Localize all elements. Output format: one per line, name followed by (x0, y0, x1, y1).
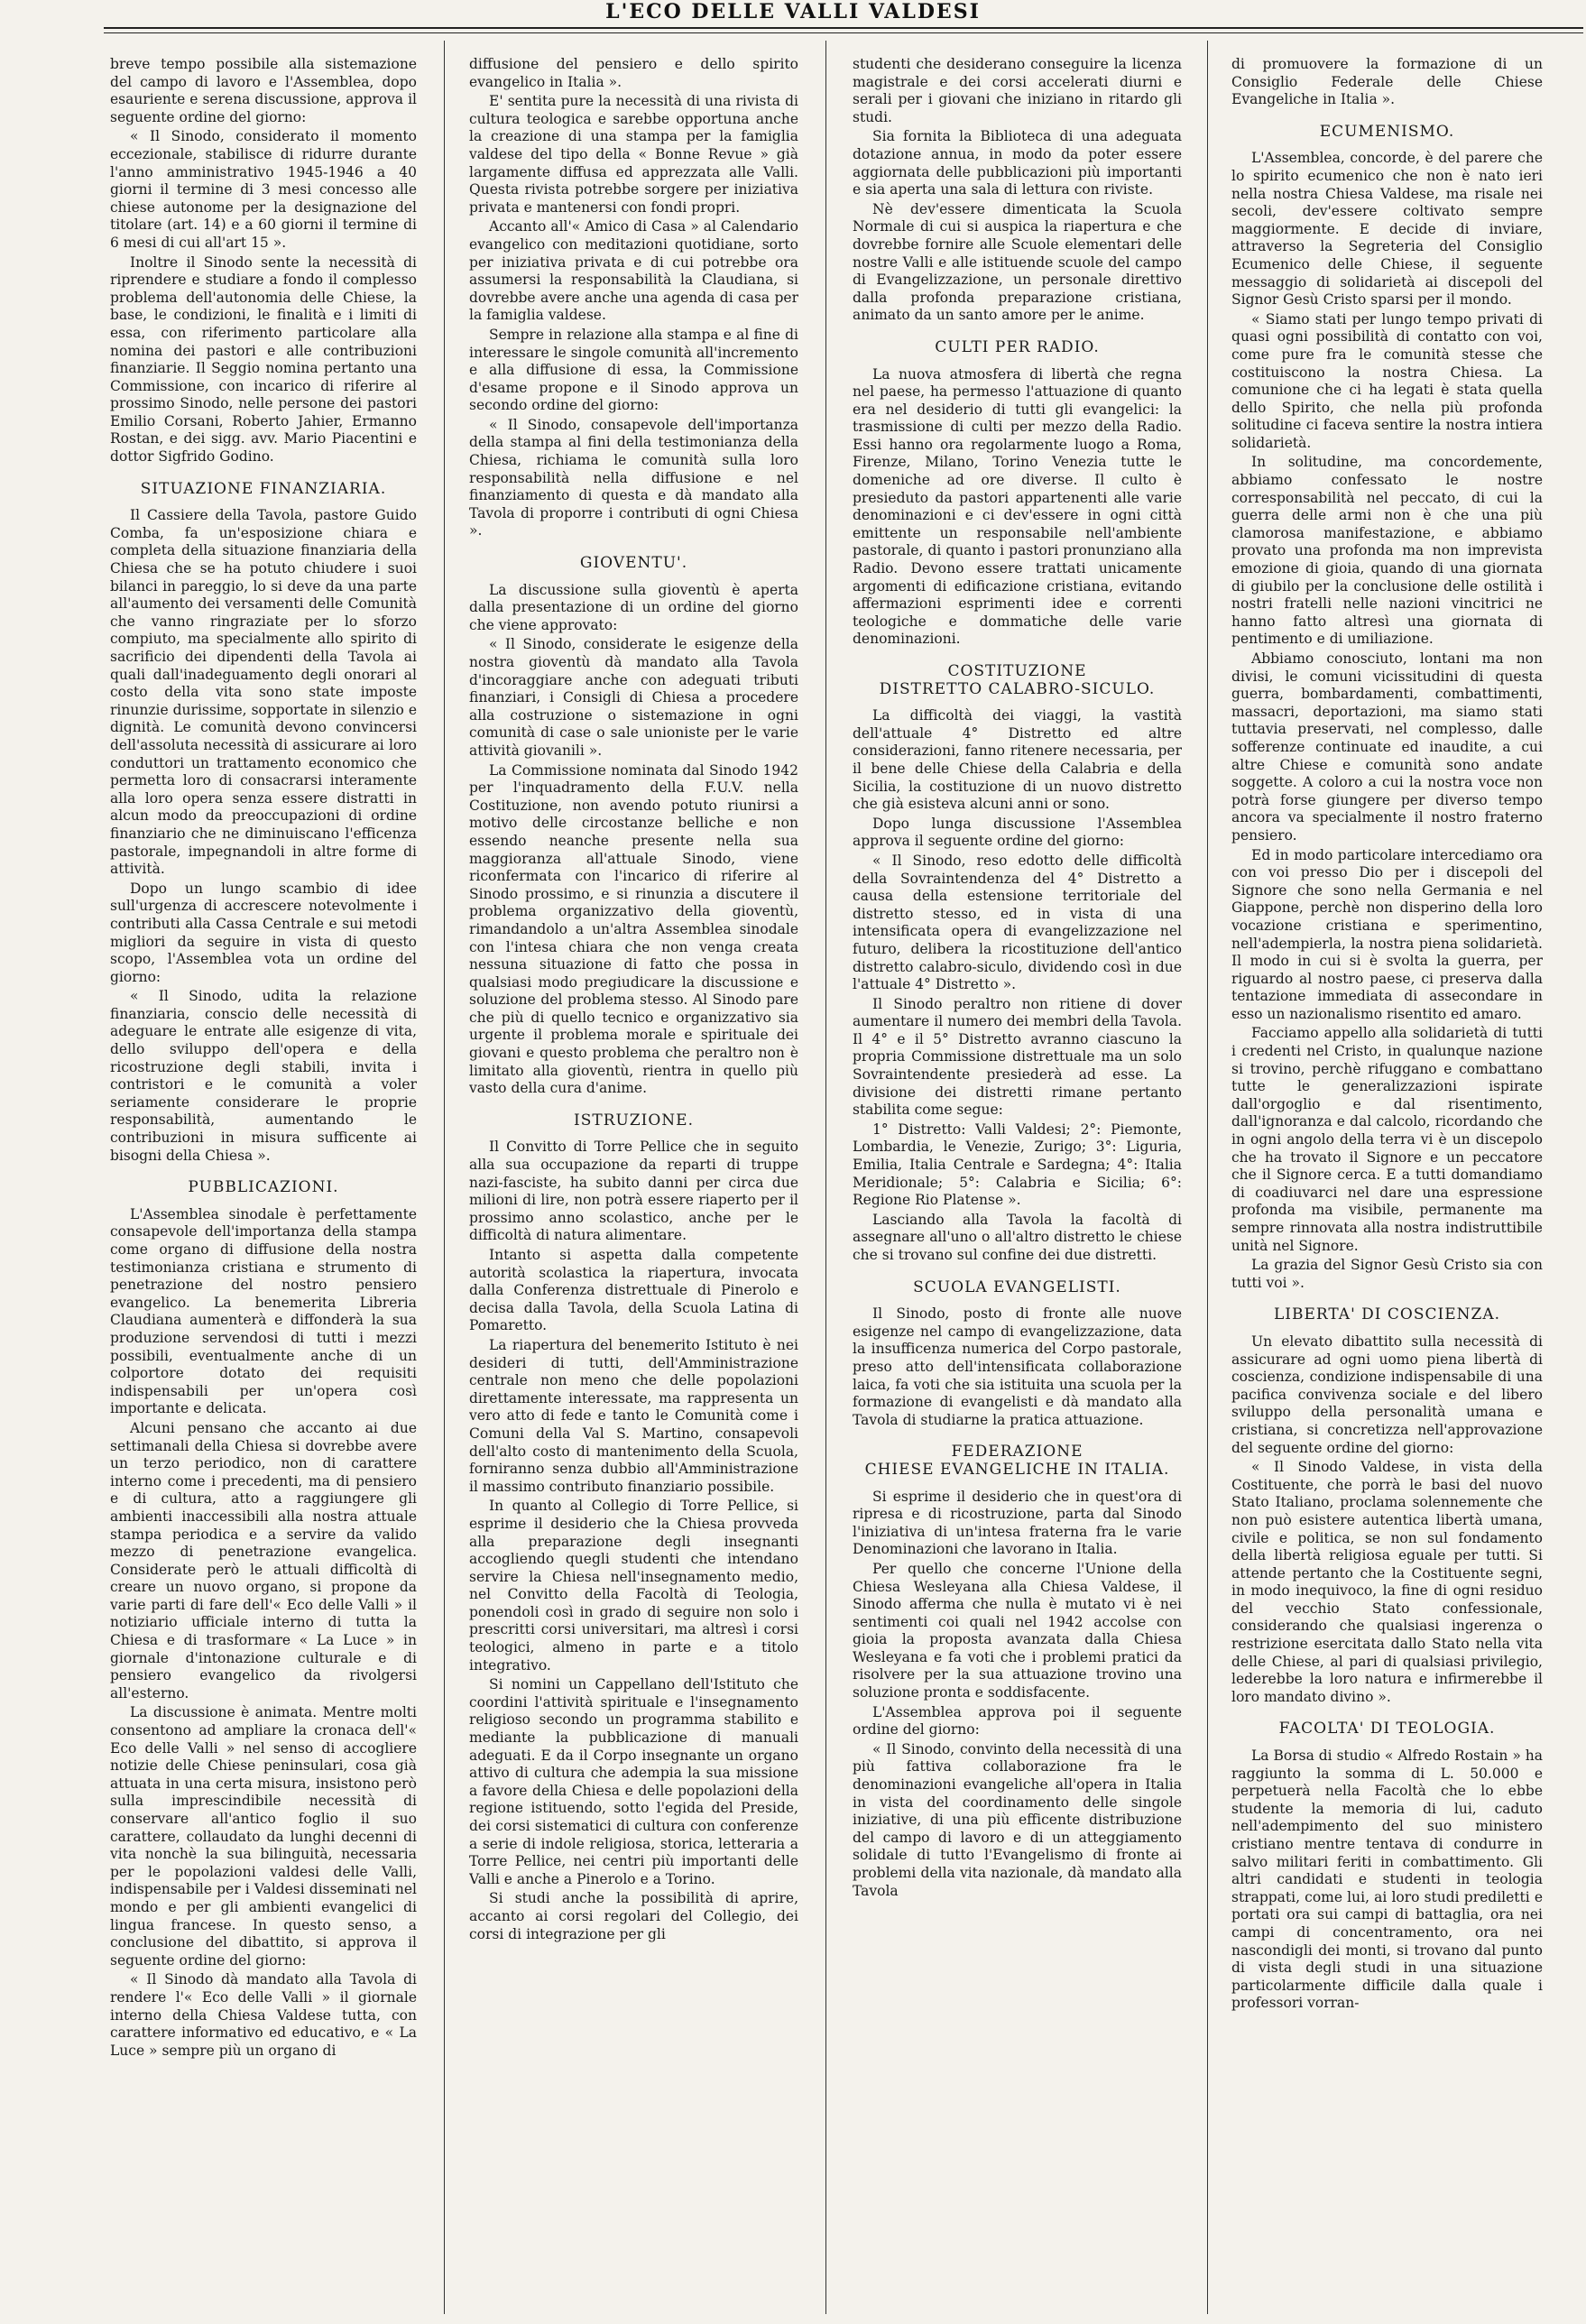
section-heading-culti-per-radio: CULTI PER RADIO. (935, 337, 1100, 356)
paragraph: Un elevato dibattito sulla necessità di assicurare ad ogni uomo piena libertà di coscienza, condizione indispensabile di una pacifica convivenza sociale e del libero sviluppo della personalità umana e cristiana, si concretizza nell'approvazione del seguente ordine del giorno: (1231, 1333, 1543, 1456)
section-heading-costituzione: COSTITUZIONE (947, 662, 1087, 680)
paragraph: Nè dev'essere dimenticata la Scuola Normale di cui si auspica la riapertura e che dovrebbe fornire alle Scuole elementari delle nostre Valli e alle istituende scuole del campo di Evangelizzazione, un personale direttivo dalla profonda preparazione cristiana, animato da un santo amore per le anime. (853, 200, 1182, 324)
paragraph: L'Assemblea sinodale è perfettamente consapevole dell'importanza della stampa come organo di diffusione della nostra testimonianza cristiana e strumento di penetrazione del nostro pensiero evangelico. La benemerita Libreria Claudiana aumenterà e diffonderà la sua produzione servendosi di tutti i mezzi possibili, eventualmente anche di un colportore dotato dei requisiti indispensabili per un'opera così importante e delicata. (110, 1205, 417, 1417)
section-heading-chiese-evangeliche: CHIESE EVANGELICHE IN ITALIA. (864, 1460, 1170, 1479)
section-heading-distretto-calabro-siculo: DISTRETTO CALABRO-SICULO. (879, 679, 1156, 698)
paragraph: breve tempo possibile alla sistemazione del campo di lavoro e l'Assemblea, dopo esauriente e serena discussione, approva il seguente ordine del giorno: (110, 56, 417, 125)
paragraph: Lasciando alla Tavola la facoltà di assegnare all'uno o all'altro distretto le chiese che si trovano sul confine dei due distretti. (853, 1211, 1182, 1263)
paragraph: « Il Sinodo, considerate le esigenze della nostra gioventù dà mandato alla Tavola d'incoraggiare anche con adeguati tributi finanziari, i Consigli di Chiesa a procedere alla costruzione o sistemazione in ogni comunità di case o sale unioniste per le varie attività giovanili ». (469, 636, 798, 759)
paragraph: Dopo lunga discussione l'Assemblea approva il seguente ordine del giorno: (853, 815, 1182, 850)
paragraph: Sempre in relazione alla stampa e al fine di interessare le singole comunità all'incremento e alla diffusione di essa, la Commissione d'esame propone e il Sinodo approva un secondo ordine del giorno: (469, 326, 798, 414)
paragraph: Si studi anche la possibilità di aprire, accanto ai corsi regolari del Collegio, dei corsi di integrazione per gli (469, 1890, 798, 1942)
section-heading-federazione: FEDERAZIONE (951, 1443, 1083, 1462)
masthead-rule (104, 27, 1583, 33)
section-heading-ecumenismo: ECUMENISMO. (1319, 122, 1455, 141)
masthead-title: L'ECO DELLE VALLI VALDESI (605, 0, 981, 23)
paragraph: « Il Sinodo, udita la relazione finanziaria, conscio delle necessità di adeguare le entrate alle esigenze di vita, dello sviluppo dell'opera e della ricostruzione degli stabili, invita i contristori e le comunità a voler seriamente considerare le proprie responsabilità, aumentando le contribuzioni in misura sufficente ai bisogni della Chiesa ». (110, 988, 417, 1164)
paragraph: La difficoltà dei viaggi, la vastità dell'attuale 4° Distretto ed altre considerazioni, fanno ritenere necessaria, per il bene delle Chiese della Calabria e della Sicilia, la costituzione di un nuovo distretto che già esisteva alcuni anni or sono. (853, 707, 1182, 813)
section-heading-istruzione: ISTRUZIONE. (574, 1111, 694, 1130)
column-divider (825, 41, 826, 2314)
column-1 (110, 56, 417, 2311)
column-2 (469, 56, 798, 2311)
paragraph: La discussione è animata. Mentre molti consentono ad ampliare la cronaca dell'« Eco delle Valli » nel senso di accogliere notizie delle Chiese peninsulari, cosa già attuata in una certa misura, insistono però sulla imprescindibile necessità di conservare all'antico foglio il suo carattere, collaudato da lunghi decenni di vita nonchè la sua bilinguità, necessaria per le popolazioni valdesi delle Valli, indispensabile per i Valdesi disseminati nel mondo e per gli ambienti evangelici di lingua francese. In questo senso, a conclusione del dibattito, si approva il seguente ordine del giorno: (110, 1704, 417, 1969)
paragraph: « Il Sinodo, consapevole dell'importanza della stampa al fini della testimonianza della Chiesa, richiama le comunità sulla loro responsabilità nella diffusione e nel finanziamento di questa e dà mandato alla Tavola di proporre i contributi di ogni Chiesa ». (469, 416, 798, 540)
section-heading-situazione-finanziaria: SITUAZIONE FINANZIARIA. (140, 479, 387, 498)
paragraph: Per quello che concerne l'Unione della Chiesa Wesleyana alla Chiesa Valdese, il Sinodo afferma che nulla è mutato vi è nei sentimenti coi quali nel 1942 accolse con gioia la proposta avanzata dalla Chiesa Wesleyana e fa voti che i problemi pratici da risolvere per la sua attuazione trovino una soluzione pronta e soddisfacente. (853, 1560, 1182, 1702)
paragraph: Il Sinodo peraltro non ritiene di dover aumentare il numero dei membri della Tavola. Il 4° e il 5° Distretto avranno ciascuno la propria Commissione distrettuale ma un solo Sovraintendente presiederà ad esse. La divisione dei distretti rimane pertanto stabilita come segue: (853, 995, 1182, 1119)
column-3 (853, 56, 1182, 2311)
paragraph: « Il Sinodo, reso edotto delle difficoltà della Sovraintendenza del 4° Distretto a causa della estensione territoriale del distretto stesso, ed in vista di una intensificata opera di evangelizzazione nel futuro, delibera la ricostituzione dell'antico distretto calabro-siculo, dividendo così in due l'attuale 4° Distretto ». (853, 852, 1182, 993)
section-heading-facolta-di-teologia: FACOLTA' DI TEOLOGIA. (1278, 1720, 1496, 1738)
paragraph: 1° Distretto: Valli Valdesi; 2°: Piemonte, Lombardia, le Venezie, Zurigo; 3°: Liguria, Emilia, Italia Centrale e Sardegna; 4°: Italia Meridionale; 5°: Calabria e Sicilia; 6°: Regione Rio Platense ». (853, 1120, 1182, 1209)
paragraph: La discussione sulla gioventù è aperta dalla presentazione di un ordine del giorno che viene approvato: (469, 581, 798, 633)
section-heading-scuola-evangelisti: SCUOLA EVANGELISTI. (913, 1277, 1121, 1296)
paragraph: La riapertura del benemerito Istituto è nei desideri di tutti, dell'Amministrazione centrale non meno che delle popolazioni direttamente interessate, ma rappresenta un vero atto di fede e tanto le Comunità come i Comuni della Val S. Martino, consapevoli dell'alto costo di mantenimento della Scuola, forniranno senza dubbio all'Amministrazione il massimo contributo finanziario possibile. (469, 1336, 798, 1495)
paragraph: La nuova atmosfera di libertà che regna nel paese, ha permesso l'attuazione di quanto era nel desiderio di tutti gli evangelici: la trasmissione di culti per mezzo della Radio. Essi hanno ora regolarmente luogo a Roma, Firenze, Milano, Torino Venezia tutte le domeniche ad ore diverse. Il culto è presieduto da pastori appartenenti alle varie denominazioni e ci dev'essere in ogni città emittente un responsabile nell'ambiente pastorale, di quanto i pastori pronunziano alla Radio. Devono essere trattati unicamente argomenti di edificazione cristiana, evitando affermazioni esprimenti idee e correnti teologiche e dommatiche delle varie denominazioni. (853, 365, 1182, 648)
paragraph: « Il Sinodo Valdese, in vista della Costituente, che porrà le basi del nuovo Stato Italiano, proclama solennemente che non può esistere autentica libertà umana, civile e politica, se non sul fondamento della libertà religiosa eguale per tutti. Si attende pertanto che la Costituente segni, in modo inequivoco, la fine di ogni residuo del vecchio Stato confessionale, considerando che qualsiasi ingerenza o restrizione esercitata dallo Stato nella vita delle Chiese, al pari di qualsiasi privilegio, lederebbe la loro natura e infirmerebbe il loro mandato divino ». (1231, 1459, 1543, 1705)
paragraph: Sia fornita la Biblioteca di una adeguata dotazione annua, in modo da poter essere aggiornata delle pubblicazioni più importanti e sia aperta una sala di lettura con riviste. (853, 128, 1182, 198)
paragraph: Intanto si aspetta dalla competente autorità scolastica la riapertura, invocata dalla Conferenza distrettuale di Pinerolo e decisa dalla Tavola, della Scuola Latina di Pomaretto. (469, 1247, 798, 1334)
paragraph: L'Assemblea, concorde, è del parere che lo spirito ecumenico che non è nato ieri nella nostra Chiesa Valdese, ma risale nei secoli, dev'essere coltivato sempre maggiormente. E decide di inviare, attraverso la Segreteria del Consiglio Ecumenico delle Chiese, il seguente messaggio di solidarietà ai discepoli del Signor Gesù Cristo sparsi per il mondo. (1231, 150, 1543, 309)
paragraph: Si nomini un Cappellano dell'Istituto che coordini l'attività spirituale e l'insegnamento religioso secondo un programma stabilito e mediante la pubblicazione di manuali adeguati. E da il Corpo insegnante un organo attivo di cultura che adempia la sua missione a favore della Chiesa e delle popolazioni della regione istituendo, sotto l'egida del Preside, dei corsi sistematici di cultura con conferenze a serie di indole religiosa, storica, letteraria a Torre Pellice, nei centri più importanti delle Valli e anche a Pinerolo e a Torino. (469, 1676, 798, 1887)
column-divider (1207, 41, 1208, 2314)
column-4 (1231, 56, 1543, 2311)
paragraph: Facciamo appello alla solidarietà di tutti i credenti nel Cristo, in qualunque nazione si trovino, perchè rifuggano e combattano tutte le generalizzazioni ispirate dall'orgoglio e dal risentimento, dall'ignoranza e dal calcolo, ricordando che in ogni angolo della terra vi è un discepolo che ha trovato il Signore e un peccatore che il Signore cerca. E a tutti domandiamo di coadiuvarci nel dare una espressione profonda ma visibile, permanente ma sempre rinnovata alla nostra indistruttibile unità nel Signore. (1231, 1025, 1543, 1254)
paragraph: studenti che desiderano conseguire la licenza magistrale e dei corsi accelerati diurni e serali per i giovani che iniziano in ritardo gli studi. (853, 56, 1182, 125)
column-divider (444, 41, 445, 2314)
section-heading-gioventu: GIOVENTU'. (579, 554, 688, 573)
paragraph: La grazia del Signor Gesù Cristo sia con tutti voi ». (1231, 1257, 1543, 1291)
paragraph: Il Convitto di Torre Pellice che in seguito alla sua occupazione da reparti di truppe nazi-fasciste, ha subito danni per circa due milioni di lire, non potrà essere riaperto per il prossimo anno scolastico, anche per le difficoltà di natura alimentare. (469, 1139, 798, 1244)
paragraph: Dopo un lungo scambio di idee sull'urgenza di accrescere notevolmente i contributi alla Cassa Centrale e sui metodi migliori da seguire in vista di questo scopo, l'Assemblea vota un ordine del giorno: (110, 880, 417, 985)
paragraph: « Il Sinodo dà mandato alla Tavola di rendere l'« Eco delle Valli » il giornale interno della Chiesa Valdese tutta, con carattere informativo ed educativo, e « La Luce » sempre più un organo di (110, 1971, 417, 2059)
paragraph: Inoltre il Sinodo sente la necessità di riprendere e studiare a fondo il complesso problema dell'autonomia delle Chiese, la base, le condizioni, le finalità e i limiti di essa, con riferimento particolare alla nomina dei pastori e alle contribuzioni finanziarie. Il Seggio nomina pertanto una Commissione, con incarico di riferire al prossimo Sinodo, nelle persone dei pastori Emilio Corsani, Roberto Jahier, Ermanno Rostan, e dei sigg. avv. Mario Piacentini e dottor Sigfrido Godino. (110, 254, 417, 466)
paragraph: diffusione del pensiero e dello spirito evangelico in Italia ». (469, 56, 798, 90)
paragraph: In solitudine, ma concordemente, abbiamo confessato le nostre corresponsabilità nel peccato, di cui la guerra delle armi non è che una più clamorosa manifestazione, e abbiamo provato una profonda ma non imprevista emozione di gioia, quando di una giornata di giubilo per la conclusione delle ostilità i nostri fratelli nelle nazioni vincitrici ne hanno fatto altresì una giornata di pentimento e di umiliazione. (1231, 454, 1543, 648)
paragraph: Si esprime il desiderio che in quest'ora di ripresa e di ricostruzione, parta dal Sinodo l'iniziativa di un'intesa fraterna fra le varie Denominazioni che lavorano in Italia. (853, 1488, 1182, 1558)
paragraph: Il Cassiere della Tavola, pastore Guido Comba, fa un'esposizione chiara e completa della situazione finanziaria della Chiesa che se ha potuto chiudere i suoi bilanci in pareggio, lo si deve da una parte all'aumento dei versamenti delle Comunità che vanno ringraziate per lo sforzo compiuto, ma specialmente allo spirito di sacrificio dei dipendenti della Tavola ai quali dall'inadeguamento degli onorari al costo della vita sono state imposte rinunzie durissime, sopportate in silenzio e dignità. Le comunità devono convincersi dell'assoluta necessità di assicurare ai loro conduttori un trattamento economico che permetta loro di consacrarsi interamente alla loro opera senza essere distratti in alcun modo da preoccupazioni di ordine finanziario che ne diminuiscano l'efficenza pastorale, impegnandoli in altre forme di attività. (110, 507, 417, 878)
paragraph: di promuovere la formazione di un Consiglio Federale delle Chiese Evangeliche in Italia ». (1231, 56, 1543, 108)
paragraph: Accanto all'« Amico di Casa » al Calendario evangelico con meditazioni quotidiane, sorto per iniziativa privata e di cui potrebbe ora assumersi la responsabilità la Claudiana, si dovrebbe avere anche una agenda di casa per la famiglia valdese. (469, 218, 798, 324)
section-heading-liberta-di-coscienza: LIBERTA' DI COSCIENZA. (1273, 1305, 1500, 1324)
paragraph: L'Assemblea approva poi il seguente ordine del giorno: (853, 1703, 1182, 1738)
section-heading-pubblicazioni: PUBBLICAZIONI. (188, 1178, 339, 1197)
paragraph: La Borsa di studio « Alfredo Rostain » ha raggiunto la somma di L. 50.000 e perpetuerà nella Facoltà che lo ebbe studente la memoria di lui, caduto nell'adempimento del suo ministero cristiano mentre tentava di condurre in salvo militari feriti in combattimento. Gli altri candidati e studenti in teologia strappati, come lui, ai loro studi prediletti e portati ora sui campi di battaglia, ora nei campi di concentramento, ora nei nascondigli dei monti, si trovano dal punto di vista degli studi in una situazione particolarmente difficile dalla quale i professori vorran- (1231, 1748, 1543, 2012)
paragraph: « Il Sinodo, considerato il momento eccezionale, stabilisce di ridurre durante l'anno amministrativo 1945-1946 a 40 giorni il termine di 3 mesi concesso alle chiese autonome per la designazione del titolare (art. 14) e a 60 giorni il termine di 6 mesi di cui all'art 15 ». (110, 128, 417, 251)
paragraph: Alcuni pensano che accanto ai due settimanali della Chiesa si dovrebbe avere un terzo periodico, non di carattere interno come i precedenti, ma di pensiero e di cultura, atto a raggiungere gli ambienti inaccessibili alla nostra attuale stampa periodica e a servire da valido mezzo di penetrazione evangelica. Considerate però le attuali difficoltà di creare un nuovo organo, si propone da varie parti di fare dell'« Eco delle Valli » il notiziario ufficiale interno di tutta la Chiesa e di trasformare « La Luce » in giornale d'intonazione culturale e di pensiero evangelico da rivolgersi all'esterno. (110, 1419, 417, 1702)
paragraph: E' sentita pure la necessità di una rivista di cultura teologica e sarebbe opportuna anche la creazione di una stampa per la famiglia valdese del tipo della « Bonne Revue » già largamente diffusa ed apprezzata alle Valli. Questa rivista potrebbe sorgere per iniziativa privata e mantenersi con fondi propri. (469, 93, 798, 216)
paragraph: Il Sinodo, posto di fronte alle nuove esigenze nel campo di evangelizzazione, data la insufficenza numerica del Corpo pastorale, preso atto dell'intensificata collaborazione laica, fa voti che sia istituita una scuola per la formazione di evangelisti e dà mandato alla Tavola di studiarne la pratica attuazione. (853, 1305, 1182, 1428)
paragraph: « Il Sinodo, convinto della necessità di una più fattiva collaborazione fra le denominazioni evangeliche all'opera in Italia in vista del coordinamento delle singole iniziative, di una più efficente distribuzione del campo di lavoro e di un atteggiamento solidale di tutto l'Evangelismo di fronte ai problemi della vita nazionale, dà mandato alla Tavola (853, 1740, 1182, 1899)
paragraph: La Commissione nominata dal Sinodo 1942 per l'inquadramento della F.U.V. nella Costituzione, non avendo potuto riunirsi a motivo delle circostanze belliche e non essendo neanche presente nella sua maggioranza all'attuale Sinodo, viene riconfermata con l'incarico di riferire al Sinodo prossimo, e si rinunzia a discutere il problema organizzativo della gioventù, rimandandolo a un'altra Assemblea sinodale con l'intesa chiara che non venga creata nessuna situazione di fatto che possa in qualsiasi modo pregiudicare la discussione e soluzione del problema stesso. Al Sinodo pare che più di quello tecnico e organizzativo sia urgente il problema morale e spirituale dei giovani e questo problema che peraltro non è limitato alla gioventù, rientra in quello più vasto della cura d'anime. (469, 761, 798, 1097)
paragraph: Ed in modo particolare intercediamo ora con voi presso Dio per i discepoli del Signore che sono nella Germania e nel Giappone, perchè non disperino della loro vocazione cristiana e sperimentino, nell'adempierla, la nostra piena solidarietà. Il modo in cui si è svolta la guerra, per riguardo al nostro paese, ci preserva dalla tentazione immediata di assecondare in esso un nazionalismo risentito ed amaro. (1231, 846, 1543, 1022)
paragraph: « Siamo stati per lungo tempo privati di quasi ogni possibilità di contatto con voi, come pure fra le comunità stesse che costituiscono la nostra Chiesa. La comunione che ci ha legati è stata quella dello Spirito, che nella più profonda solitudine ci faceva sentire la nostra intiera solidarietà. (1231, 310, 1543, 451)
paragraph: In quanto al Collegio di Torre Pellice, si esprime il desiderio che la Chiesa provveda alla preparazione degli insegnanti accogliendo quegli studenti che intendano servire la Chiesa nell'insegnamento medio, nel Convitto della Facoltà di Teologia, ponendoli così in grado di seguire non solo i prescritti corsi universitari, ma altresì i corsi teologici, almeno in parte e a titolo integrativo. (469, 1498, 798, 1674)
paragraph: Abbiamo conosciuto, lontani ma non divisi, le comuni vicissitudini di questa guerra, bombardamenti, combattimenti, massacri, deportazioni, ma siamo stati tuttavia preservati, nel complesso, dalle sofferenze continuate ed inaudite, a cui altre Chiese e comunità sono andate soggette. A coloro a cui la nostra voce non potrà forse giungere per diverso tempo ancora va specialmente il nostro fraterno pensiero. (1231, 650, 1543, 844)
